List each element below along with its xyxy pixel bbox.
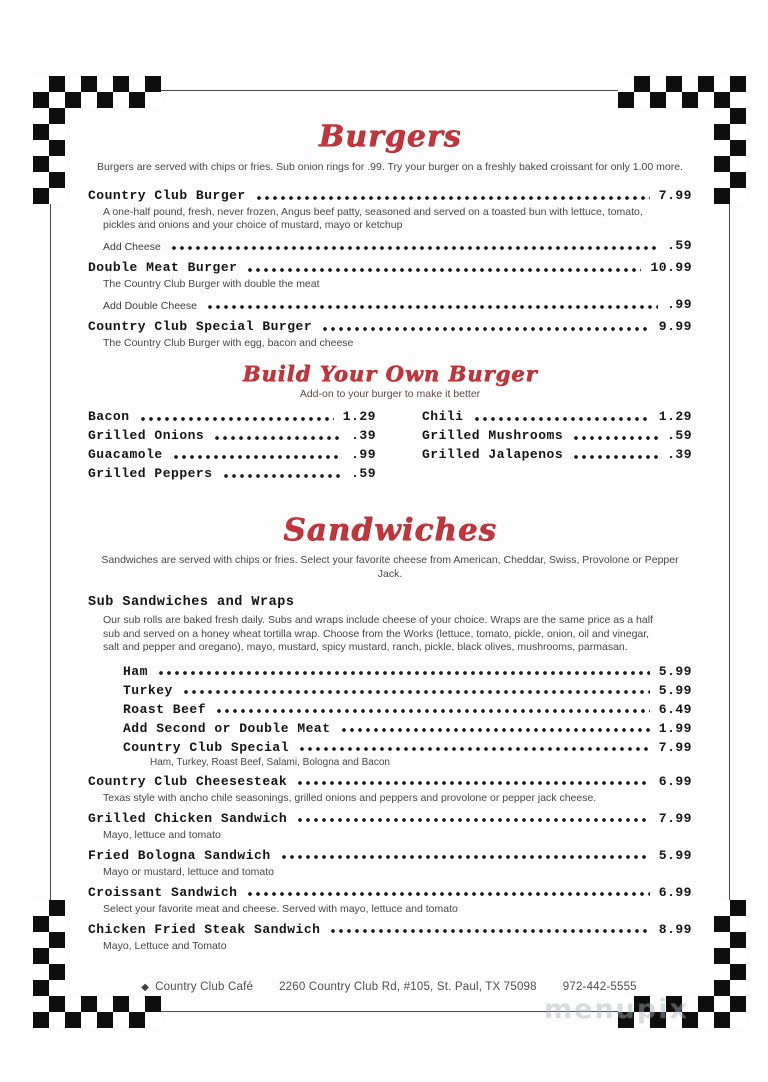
- addon-price: .99: [351, 447, 376, 462]
- item-description: Ham, Turkey, Roast Beef, Salami, Bologna and Bacon: [150, 756, 390, 768]
- item-name: Roast Beef: [123, 701, 207, 717]
- item-price: 6.49: [658, 701, 692, 717]
- dotted-leader: [255, 193, 650, 202]
- dotted-leader: [572, 452, 658, 461]
- dotted-leader: [280, 853, 650, 862]
- item-name: Add Double Cheese: [103, 300, 197, 312]
- dotted-leader: [170, 243, 658, 252]
- item-price: 8.99: [658, 921, 692, 937]
- addon-row: [88, 445, 376, 464]
- menu-item-row: [88, 921, 692, 939]
- addon-name: Guacamole: [88, 447, 163, 462]
- item-name: Country Club Special: [123, 739, 290, 755]
- item-name: Grilled Chicken Sandwich: [88, 810, 288, 826]
- sub-sandwiches-heading: Sub Sandwiches and Wraps: [88, 595, 295, 610]
- menu-item-row: [123, 701, 692, 719]
- dotted-leader: [340, 726, 650, 735]
- menu-item-row: [88, 237, 692, 255]
- item-name: Turkey: [123, 682, 173, 698]
- item-description: A one-half pound, fresh, never frozen, Angus beef patty, seasoned and served on a toasted bun with lettuce, tomato, pickles and onions and your choice of mustard, mayo or ketchup: [103, 206, 643, 231]
- menu-item-row: [88, 259, 692, 277]
- menu-item-row: [123, 720, 692, 738]
- dotted-leader: [298, 745, 650, 754]
- item-name: Ham: [123, 663, 148, 679]
- sandwiches-section-title: Sandwiches: [283, 512, 497, 548]
- menu-item-row: [88, 318, 692, 336]
- addon-price: .39: [667, 447, 692, 462]
- addon-name: Bacon: [88, 409, 130, 424]
- item-description: Select your favorite meat and cheese. Served with mayo, lettuce and tomato: [103, 902, 458, 915]
- addon-row: [88, 426, 376, 445]
- dotted-leader: [206, 302, 658, 311]
- sub-sandwiches-description: Our sub rolls are baked fresh daily. Subs and wraps include cheese of your choice. Wraps are the same price as a half sub and served on a honey wheat tortilla wrap. Choose from the Works (lettuce, tomato, pickle, onion, oil and vinegar, salt and pepper and oregano), mayo, mustard, spicy mustard, ranch, pickle, black olives, mushrooms, parmasan.: [103, 614, 653, 653]
- addon-name: Grilled Onions: [88, 428, 205, 443]
- addon-price: 1.29: [658, 409, 692, 424]
- dotted-leader: [246, 265, 641, 274]
- dotted-leader: [572, 433, 658, 442]
- item-price: 7.99: [658, 810, 692, 826]
- item-price: .99: [667, 297, 692, 312]
- addon-row: [88, 464, 376, 483]
- dotted-leader: [473, 414, 650, 423]
- addon-price: .59: [351, 466, 376, 481]
- item-price: 5.99: [658, 663, 692, 679]
- dotted-leader: [296, 779, 650, 788]
- addon-price: .39: [351, 428, 376, 443]
- restaurant-name: Country Club Café: [155, 981, 254, 993]
- restaurant-phone: 972-442-5555: [562, 981, 637, 993]
- item-price: 5.99: [658, 847, 692, 863]
- addon-name: Grilled Jalapenos: [422, 447, 564, 462]
- addon-price: .59: [667, 428, 692, 443]
- item-price: 7.99: [658, 739, 692, 755]
- dotted-leader: [296, 816, 650, 825]
- item-name: Country Club Burger: [88, 188, 246, 203]
- addon-row: [422, 426, 692, 445]
- item-description: Mayo or mustard, lettuce and tomato: [103, 865, 274, 878]
- build-your-own-subtitle: Add-on to your burger to make it better: [299, 388, 481, 400]
- dotted-leader: [215, 707, 650, 716]
- menu-item-row: [123, 663, 692, 681]
- sandwiches-intro: Sandwiches are served with chips or fries. Select your favorite cheese from American, Cheddar, Swiss, Provolone or Pepper Jack.: [101, 554, 679, 580]
- item-description: Texas style with ancho chile seasonings, grilled onions and peppers and provolone or pepper jack cheese.: [103, 791, 597, 804]
- sub-sandwich-list: [123, 663, 692, 769]
- dotted-leader: [246, 890, 649, 899]
- item-description: The Country Club Burger with egg, bacon and cheese: [103, 337, 354, 349]
- burgers-intro: Burgers are served with chips or fries. Sub onion rings for .99. Try your burger on a freshly baked croissant for only 1.00 more.: [97, 161, 683, 173]
- menu-item-row: [88, 296, 692, 314]
- menu-item-row: [123, 739, 692, 757]
- item-price: 10.99: [650, 260, 692, 275]
- item-price: 1.99: [658, 720, 692, 736]
- menu-item-row: [88, 884, 692, 902]
- item-name: Fried Bologna Sandwich: [88, 847, 271, 863]
- addon-row: [88, 407, 376, 426]
- item-price: 9.99: [658, 319, 692, 334]
- burger-addons-grid: [88, 407, 692, 483]
- menu-item-row: [88, 810, 692, 828]
- item-description: Mayo, Lettuce and Tomato: [103, 939, 227, 952]
- item-price: 7.99: [658, 188, 692, 203]
- dotted-leader: [213, 433, 342, 442]
- item-name: Country Club Cheesesteak: [88, 773, 288, 789]
- menu-item-row: [88, 773, 692, 791]
- dotted-leader: [157, 669, 650, 678]
- item-description: Mayo, lettuce and tomato: [103, 828, 221, 841]
- addons-left-column: [88, 407, 376, 483]
- menu-item-row: [123, 682, 692, 700]
- dotted-leader: [172, 452, 342, 461]
- addon-name: Grilled Peppers: [88, 466, 213, 481]
- addon-price: 1.29: [342, 409, 376, 424]
- item-name: Add Cheese: [103, 241, 161, 253]
- footer: [50, 981, 728, 993]
- build-your-own-title: Build Your Own Burger: [242, 361, 538, 386]
- item-name: Chicken Fried Steak Sandwich: [88, 921, 321, 937]
- item-price: 5.99: [658, 682, 692, 698]
- menu-item-row: [88, 187, 692, 205]
- addon-name: Grilled Mushrooms: [422, 428, 564, 443]
- diamond-icon: ◆: [141, 982, 150, 993]
- dotted-leader: [139, 414, 334, 423]
- item-name: Country Club Special Burger: [88, 319, 313, 334]
- item-name: Add Second or Double Meat: [123, 720, 331, 736]
- addon-row: [422, 407, 692, 426]
- dotted-leader: [329, 927, 649, 936]
- menu-item-row: [88, 847, 692, 865]
- item-price: 6.99: [658, 884, 692, 900]
- addon-row: [422, 445, 692, 464]
- burgers-section-title: Burgers: [318, 119, 462, 154]
- item-price: .59: [667, 238, 692, 253]
- item-name: Double Meat Burger: [88, 260, 238, 275]
- menu-content: [88, 118, 692, 958]
- item-price: 6.99: [658, 773, 692, 789]
- dotted-leader: [222, 471, 343, 480]
- restaurant-address: 2260 Country Club Rd, #105, St. Paul, TX 75098: [279, 981, 537, 993]
- addon-name: Chili: [422, 409, 464, 424]
- item-description: The Country Club Burger with double the meat: [103, 278, 320, 290]
- dotted-leader: [182, 688, 650, 697]
- dotted-leader: [321, 324, 650, 333]
- item-name: Croissant Sandwich: [88, 884, 238, 900]
- addons-right-column: [422, 407, 692, 483]
- watermark: menupix: [544, 994, 689, 1025]
